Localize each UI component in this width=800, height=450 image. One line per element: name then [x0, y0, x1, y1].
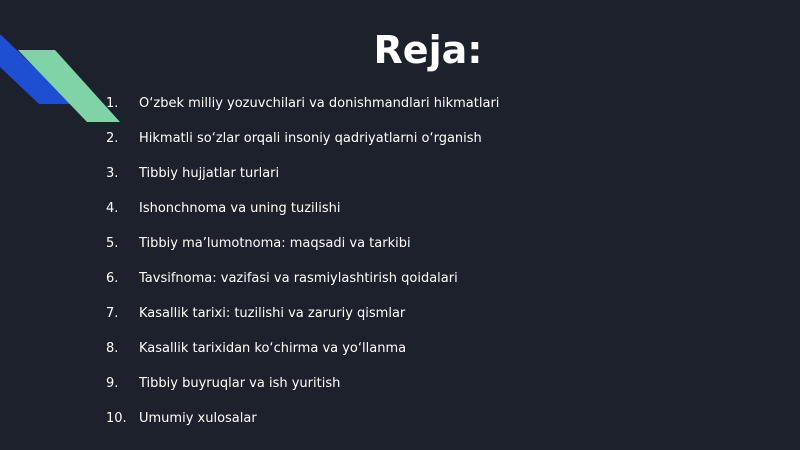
agenda-item-text: Kasallik tarixidan ko‘chirma va yo‘llanma — [139, 341, 407, 356]
agenda-item — [106, 331, 499, 366]
agenda-item-text: O‘zbek milliy yozuvchilari va donishmandlari hikmatlari — [139, 96, 500, 111]
agenda-item-number: 6. — [106, 271, 119, 286]
agenda-item-number: 9. — [106, 376, 119, 391]
agenda-item-text: Hikmatli so‘zlar orqali insoniy qadriyatlarni o‘rganish — [139, 131, 482, 146]
agenda-item-number: 10. — [106, 411, 127, 426]
agenda-item-text: Tibbiy ma’lumotnoma: maqsadi va tarkibi — [139, 236, 411, 251]
agenda-item — [106, 191, 499, 226]
agenda-item-number: 5. — [106, 236, 119, 251]
agenda-item-text: Ishonchnoma va uning tuzilishi — [139, 201, 341, 216]
agenda-item — [106, 261, 499, 296]
agenda-item-text: Tibbiy buyruqlar va ish yuritish — [139, 376, 341, 391]
agenda-item-number: 2. — [106, 131, 119, 146]
agenda-item — [106, 121, 499, 156]
agenda-item — [106, 366, 499, 401]
agenda-item-text: Tibbiy hujjatlar turlari — [139, 166, 280, 181]
agenda-item — [106, 401, 499, 436]
agenda-item-text: Kasallik tarixi: tuzilishi va zaruriy qismlar — [139, 306, 406, 321]
agenda-item — [106, 296, 499, 331]
agenda-item-number: 7. — [106, 306, 119, 321]
agenda-item — [106, 226, 499, 261]
agenda-item-number: 8. — [106, 341, 119, 356]
agenda-item-text: Umumiy xulosalar — [139, 411, 257, 426]
agenda-item — [106, 156, 499, 191]
agenda-item-number: 3. — [106, 166, 119, 181]
agenda-item — [106, 86, 499, 121]
agenda-item-text: Tavsifnoma: vazifasi va rasmiylashtirish qoidalari — [139, 271, 458, 286]
agenda-list — [106, 86, 499, 436]
agenda-item-number: 4. — [106, 201, 119, 216]
agenda-item-number: 1. — [106, 96, 119, 111]
slide-title: Reja: — [373, 28, 483, 72]
